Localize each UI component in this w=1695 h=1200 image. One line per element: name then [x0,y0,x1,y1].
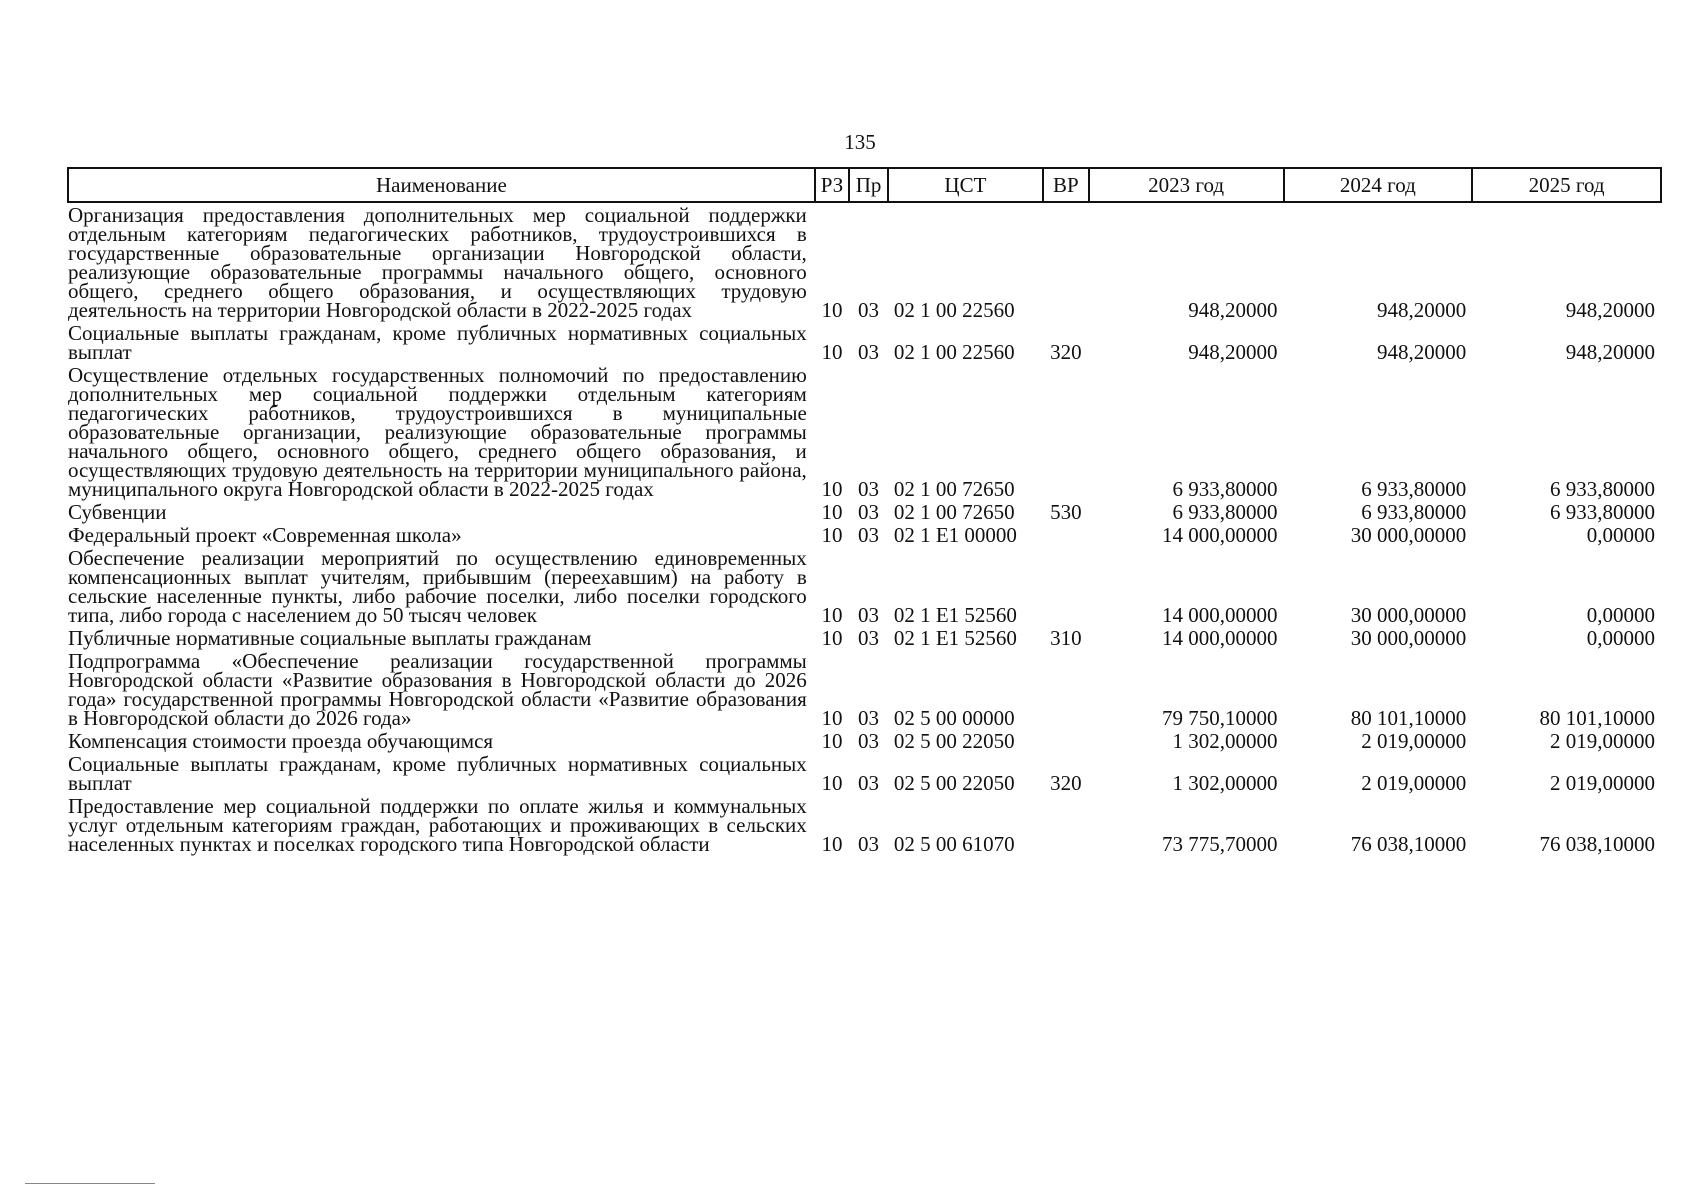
row-cst: 02 1 E1 52560 [893,626,1017,650]
row-name: Организация предоставления дополнительных мер социальной поддержки отдельным категориям педагогических работников, трудоустроившихся в государственные образовательные организации Новгородской области, реализующие образовательные программы начального общего, основного общего, среднего общего образования, и осуществляющих трудовую деятельность на территории Новгородской области в 2022-2025 годах [68,203,807,322]
header-vr: ВР [1043,168,1089,202]
row-vr: 320 [1050,771,1082,795]
header-2025: 2025 год [1472,168,1661,202]
row-name: Компенсация стоимости проезда обучающимся [68,729,494,753]
row-vr [1043,794,1089,855]
row-2023: 1 302,00000 [1172,771,1278,795]
row-name: Подпрограмма «Обеспечение реализации государственной программы Новгородской области «Развитие образования в Новгородской области до 2026 года» государственной программы Новгородской области «Развитие образования в Новгородской области до 2026 года» [68,649,807,730]
row-rz: 10 [821,729,843,753]
row-rz: 10 [821,500,843,524]
header-2023: 2023 год [1089,168,1284,202]
row-2025: 0,00000 [1586,523,1655,547]
row-2023: 73 775,70000 [1162,832,1278,856]
row-vr [1043,546,1089,626]
budget-table [67,167,1662,855]
row-rz: 10 [821,603,843,627]
row-rz: 10 [821,523,843,547]
row-pr: 03 [858,706,880,730]
row-2025: 948,20000 [1565,340,1655,364]
row-pr: 03 [858,771,880,795]
row-2024: 2 019,00000 [1361,771,1467,795]
header-cst: ЦСТ [888,168,1043,202]
header-pr: Пр [849,168,888,202]
row-2024: 6 933,80000 [1361,500,1467,524]
scan-mark [25,1183,155,1184]
row-2024: 80 101,10000 [1350,706,1467,730]
row-2024: 2 019,00000 [1361,729,1467,753]
row-2023: 948,20000 [1188,340,1278,364]
table-row [68,729,1661,752]
row-2023: 1 302,00000 [1172,729,1278,753]
row-cst: 02 1 00 72650 [893,477,1015,501]
row-name: Обеспечение реализации мероприятий по осуществлению единовременных компенсационных выплат учителям, прибывшим (переехавшим) на работу в сельские населенные пункты, либо рабочие поселки, либо поселки городского типа, либо города с населением до 50 тысяч человек [68,546,807,627]
row-2024: 30 000,00000 [1350,523,1467,547]
row-rz: 10 [821,771,843,795]
row-pr: 03 [858,500,880,524]
table-row [68,626,1661,649]
row-vr [1043,729,1089,752]
row-vr: 310 [1050,626,1082,650]
row-cst: 02 5 00 61070 [893,832,1015,856]
row-2025: 6 933,80000 [1550,500,1655,524]
table-row [68,321,1661,363]
row-rz: 10 [821,340,843,364]
row-name: Социальные выплаты гражданам, кроме публичных нормативных социальных выплат [68,752,807,795]
row-pr: 03 [858,626,880,650]
row-name: Социальные выплаты гражданам, кроме публичных нормативных социальных выплат [68,321,807,364]
row-vr: 320 [1050,340,1082,364]
row-rz: 10 [821,477,843,501]
row-2024: 30 000,00000 [1350,603,1467,627]
row-pr: 03 [858,523,880,547]
row-vr [1043,363,1089,500]
row-cst: 02 1 E1 52560 [893,603,1017,627]
row-2025: 0,00000 [1586,603,1655,627]
row-2025: 80 101,10000 [1539,706,1655,730]
row-name: Федеральный проект «Современная школа» [68,523,462,547]
table-row [68,500,1661,523]
row-2024: 948,20000 [1376,298,1467,322]
row-2024: 6 933,80000 [1361,477,1467,501]
row-pr: 03 [858,603,880,627]
header-name: Наименование [68,168,815,202]
header-rz: РЗ [815,168,849,202]
row-rz: 10 [821,706,843,730]
row-2023: 6 933,80000 [1172,477,1278,501]
row-name: Осуществление отдельных государственных полномочий по предоставлению дополнительных мер социальной поддержки отдельным категориям педагогических работников, трудоустроившихся в муниципальные образовательные организации, реализующие образовательные программы начального общего, основного общего, среднего общего образования, и осуществляющих трудовую деятельность на территории муниципального района, муниципального округа Новгородской области в 2022-2025 годах [68,363,807,501]
row-2023: 79 750,10000 [1162,706,1278,730]
row-rz: 10 [821,626,843,650]
header-2024: 2024 год [1284,168,1473,202]
row-pr: 03 [858,729,880,753]
row-vr: 530 [1050,500,1082,524]
row-pr: 03 [858,298,880,322]
row-2023: 948,20000 [1188,298,1278,322]
row-pr: 03 [858,832,880,856]
row-2024: 948,20000 [1376,340,1467,364]
row-cst: 02 1 00 22560 [893,298,1015,322]
row-2023: 14 000,00000 [1162,626,1278,650]
row-2025: 76 038,10000 [1539,832,1655,856]
row-pr: 03 [858,477,880,501]
row-rz: 10 [821,298,843,322]
row-2024: 30 000,00000 [1350,626,1467,650]
table-row [68,202,1661,321]
row-2025: 6 933,80000 [1550,477,1655,501]
row-cst: 02 1 E1 00000 [893,523,1017,547]
row-pr: 03 [858,340,880,364]
row-name: Предоставление мер социальной поддержки по оплате жилья и коммунальных услуг отдельным категориям граждан, работающих и проживающих в сельских населенных пунктах и поселках городского типа Новгородской области [68,794,807,856]
table-row [68,523,1661,546]
row-cst: 02 5 00 22050 [893,771,1015,795]
row-cst: 02 5 00 22050 [893,729,1015,753]
row-2025: 948,20000 [1565,298,1655,322]
row-2023: 6 933,80000 [1172,500,1278,524]
row-2023: 14 000,00000 [1162,603,1278,627]
table-header-row [68,168,1661,202]
table-row [68,752,1661,794]
table-row [68,649,1661,729]
row-name: Публичные нормативные социальные выплаты гражданам [68,626,592,650]
row-2025: 0,00000 [1586,626,1655,650]
row-vr [1043,202,1089,321]
table-row [68,794,1661,855]
row-2025: 2 019,00000 [1550,729,1655,753]
row-2023: 14 000,00000 [1162,523,1278,547]
table-row [68,546,1661,626]
row-2024: 76 038,10000 [1350,832,1467,856]
row-vr [1043,649,1089,729]
row-cst: 02 1 00 72650 [893,500,1015,524]
row-2025: 2 019,00000 [1550,771,1655,795]
row-cst: 02 1 00 22560 [893,340,1015,364]
table-row [68,363,1661,500]
row-name: Субвенции [68,500,167,524]
row-vr [1043,523,1089,546]
page-number: 135 [844,130,876,154]
row-rz: 10 [821,832,843,856]
row-cst: 02 5 00 00000 [893,706,1015,730]
